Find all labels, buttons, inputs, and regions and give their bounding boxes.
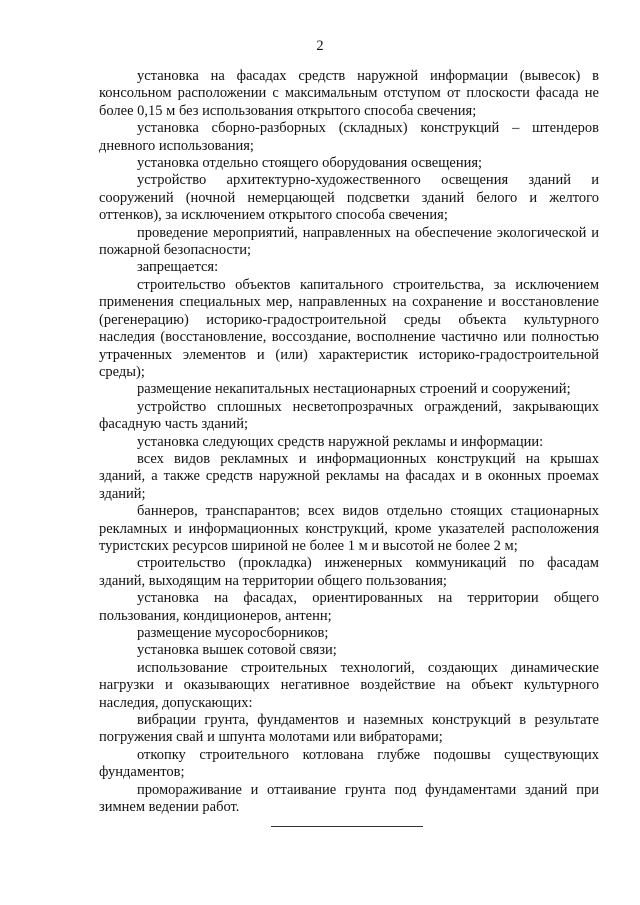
paragraph: установка вышек сотовой связи; — [137, 642, 337, 659]
closing-divider — [271, 826, 423, 827]
page-number: 2 — [316, 38, 324, 54]
paragraph: запрещается: — [137, 259, 219, 276]
paragraph: вибрации грунта, фундаментов и наземных конструкций в результате погружения свай и шпунта молотами или вибраторами; — [99, 712, 599, 746]
paragraph: использование строительных технологий, создающих динамические нагрузки и оказывающих негативное воздействие на объект культурного наследия, допускающих: — [99, 659, 599, 711]
paragraph: всех видов рекламных и информационных конструкций на крышах зданий, а также средств наружной рекламы на фасадах и в оконных проемах зданий; — [99, 450, 599, 502]
paragraph: установка на фасадах, ориентированных на территории общего пользования, кондиционеров, антенн; — [99, 590, 599, 624]
paragraph: строительство (прокладка) инженерных коммуникаций по фасадам зданий, выходящим на территории общего пользования; — [99, 555, 599, 589]
paragraph: размещение мусоросборников; — [137, 625, 329, 641]
paragraph: устройство сплошных несветопрозрачных ограждений, закрывающих фасадную часть зданий; — [99, 398, 599, 433]
paragraph: строительство объектов капитального строительства, за исключением применения специальных мер, направленных на сохранение и восстановление (регенерацию) историко-градостроительной среды объекта культурного наследия (восстановление, воссоздание, восполнение частично или полностью утраченных элементов и (или) характеристик историко-градостроительной среды); — [99, 276, 599, 380]
paragraph: промораживание и оттаивание грунта под фундаментами зданий при зимнем ведении работ. — [99, 781, 599, 816]
paragraph: устройство архитектурно-художественного освещения зданий и сооружений (ночной немерцающей подсветки зданий белого и желтого оттенков), за исключением открытого способа свечения; — [99, 172, 599, 224]
paragraph: откопку строительного котлована глубже подошвы существующих фундаментов; — [99, 746, 599, 781]
paragraph: установка следующих средств наружной рекламы и информации: — [137, 433, 544, 450]
paragraph: установка сборно-разборных (складных) конструкций – штендеров дневного использования; — [99, 120, 599, 154]
paragraph: размещение некапитальных нестационарных строений и сооружений; — [137, 381, 571, 398]
paragraph: установка на фасадах средств наружной информации (вывесок) в консольном расположении с максимальным отступом от плоскости фасада не более 0,15 м без использования открытого способа свечения; — [99, 68, 599, 119]
paragraph: установка отдельно стоящего оборудования освещения; — [137, 155, 483, 172]
paragraph: проведение мероприятий, направленных на обеспечение экологической и пожарной безопасности; — [99, 224, 599, 259]
document-body — [99, 68, 599, 816]
paragraph: баннеров, транспарантов; всех видов отдельно стоящих стационарных рекламных и информационных конструкций, кроме указателей расположения туристских ресурсов шириной не более 1 м и высотой не более 2 м; — [99, 503, 599, 554]
